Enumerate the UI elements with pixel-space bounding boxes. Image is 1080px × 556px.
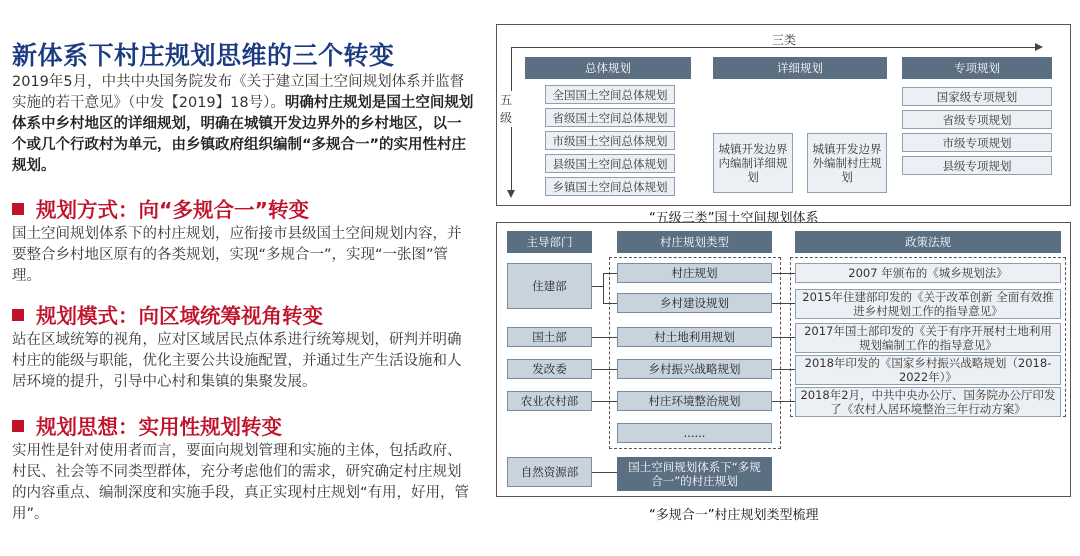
section-heading-2: 规划模式：向区域统筹视角转变: [12, 299, 323, 329]
connector-line: [603, 303, 617, 304]
connector-line: [592, 369, 617, 370]
plan-type-item: 村土地利用规划: [617, 327, 772, 347]
connector-line: [592, 472, 617, 473]
section-body-2: 站在区域统筹的视角，应对区域居民点体系进行统筹规划，研判并明确村庄的能级与职能，优化主要公共设施配置，并通过生产生活设施和人居环境的提升，引导中心村和集镇的集聚发展。: [12, 332, 462, 390]
five-levels-three-types-diagram: [496, 24, 1071, 206]
multi-plan-integration-diagram: [496, 222, 1071, 497]
bullet-square-icon: [12, 420, 24, 432]
policy-item: 2018年2月，中共中央办公厅、国务院办公厅印发了《农村人居环境整治三年行动方案》: [795, 387, 1061, 417]
overall-plan-item: 乡镇国土空间总体规划: [545, 177, 675, 196]
diagram2-caption: “多规合一”村庄规划类型梳理: [649, 508, 819, 523]
special-plan-item: 国家级专项规划: [902, 87, 1052, 106]
connector-line: [772, 369, 795, 370]
intro-bold-text: 明确村庄规划是国土空间规划体系中乡村地区的详细规划，明确在城镇开发边界外的乡村地区，以一个或几个行政村为单元，由乡镇政府组织编制“多规合一”的实用性村庄规划。: [12, 95, 474, 174]
policy-item: 2007 年颁布的《城乡规划法》: [795, 263, 1061, 283]
connector-line: [603, 273, 617, 274]
axis-top-label: 三类: [772, 33, 797, 47]
axis-top-line: [511, 47, 1037, 48]
detail-plan-item: 城镇开发边界外编制村庄规划: [807, 133, 887, 193]
diagram1-caption: “五级三类”国土空间规划体系: [649, 211, 819, 226]
plan-type-item: 村庄规划: [617, 263, 772, 283]
bullet-square-icon: [12, 309, 24, 321]
connector-line: [592, 337, 617, 338]
type-header: 村庄规划类型: [617, 231, 772, 253]
connector-line: [772, 337, 795, 338]
policy-item: 2017年国土部印发的《关于有序开展村土地利用规划编制工作的指导意见》: [795, 323, 1061, 353]
intro-paragraph: [12, 72, 474, 177]
overall-plan-header: 总体规划: [525, 57, 691, 79]
bullet-square-icon: [12, 203, 24, 215]
special-plan-header: 专项规划: [902, 57, 1052, 79]
section-body-3: 实用性是针对使用者而言，要面向规划管理和实施的主体，包括政府、村民、社会等不同类型群体，充分考虑他们的需求，研究确定村庄规划的内容重点、编制深度和实施手段，真正实现村庄规划“有用，好用，管用”。: [12, 443, 470, 522]
integrated-plan-result: 国土空间规划体系下“多规合一”的村庄规划: [617, 457, 772, 491]
dept-item: 国土部: [507, 327, 592, 347]
dept-item: 农业农村部: [507, 391, 592, 411]
detail-plan-item: 城镇开发边界内编制详细规划: [713, 133, 793, 193]
intro-text: 2019年5月，中共中央国务院发布《关于建立国土空间规划体系并监督实施的若干意见》（中发【2019】18号）。: [12, 74, 465, 111]
connector-line: [772, 401, 795, 402]
dept-item: 住建部: [507, 263, 592, 309]
policy-header: 政策法规: [795, 231, 1061, 253]
axis-left-label: 五级: [500, 93, 513, 125]
page-title: 新体系下村庄规划思维的三个转变: [12, 41, 395, 70]
policy-item: 2015年住建部印发的《关于改革创新 全面有效推进乡村规划工作的指导意见》: [795, 289, 1061, 319]
overall-plan-item: 省级国土空间总体规划: [545, 108, 675, 127]
overall-plan-item: 县级国土空间总体规划: [545, 154, 675, 173]
plan-type-item: ......: [617, 423, 772, 443]
detail-plan-header: 详细规划: [713, 57, 887, 79]
dept-item: 自然资源部: [507, 457, 592, 487]
plan-type-item: 乡村振兴战略规划: [617, 359, 772, 379]
special-plan-item: 省级专项规划: [902, 110, 1052, 129]
plan-type-item: 乡村建设规划: [617, 293, 772, 313]
dept-item: 发改委: [507, 359, 592, 379]
section-body-1: 国土空间规划体系下的村庄规划，应衔接市县级国土空间规划内容，并要整合乡村地区原有的各类规划，实现“多规合一”，实现“一张图”管理。: [12, 226, 462, 284]
section-heading-3: 规划思想：实用性规划转变: [12, 410, 282, 440]
policy-item: 2018年印发的《国家乡村振兴战略规划（2018-2022年）》: [795, 355, 1061, 385]
arrow-down-icon: [507, 190, 515, 198]
connector-line: [772, 273, 795, 274]
arrow-right-icon: [1035, 43, 1043, 51]
connector-line: [772, 303, 795, 304]
plan-types-group: [609, 257, 781, 449]
overall-plan-item: 全国国土空间总体规划: [545, 85, 675, 104]
dept-header: 主导部门: [507, 231, 592, 253]
special-plan-item: 县级专项规划: [902, 156, 1052, 175]
connector-line: [603, 273, 604, 303]
connector-line: [592, 401, 617, 402]
overall-plan-item: 市级国土空间总体规划: [545, 131, 675, 150]
plan-type-item: 村庄环境整治规划: [617, 391, 772, 411]
special-plan-item: 市级专项规划: [902, 133, 1052, 152]
section-heading-1: 规划方式：向“多规合一”转变: [12, 193, 309, 223]
